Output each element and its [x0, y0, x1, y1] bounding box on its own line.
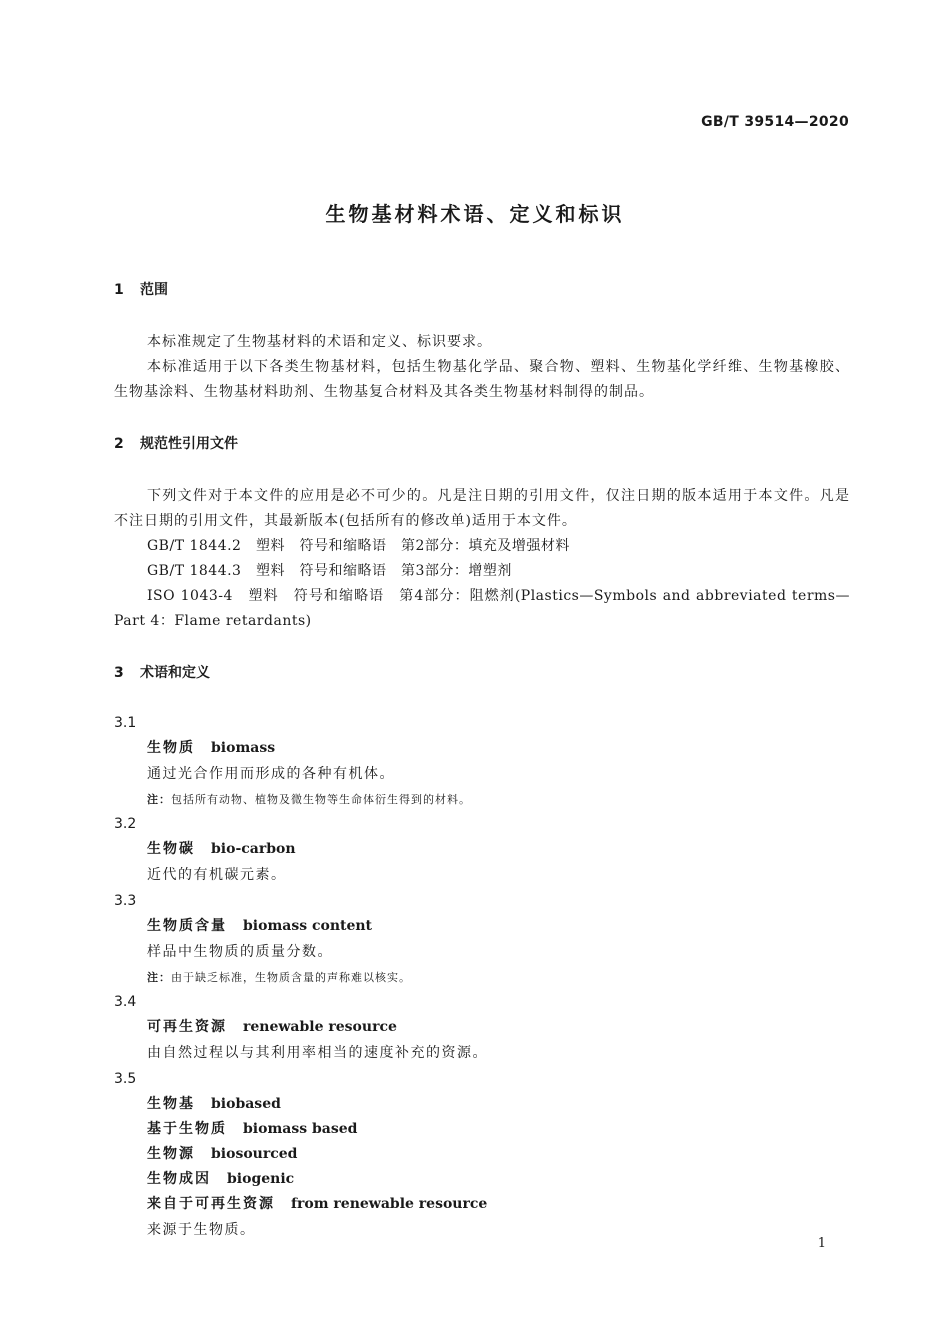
term-chinese: 来自于可再生资源	[147, 1196, 275, 1212]
term-chinese: 生物成因	[147, 1171, 211, 1187]
standard-number: GB/T 39514—2020	[701, 114, 849, 130]
term-english: biogenic	[227, 1171, 295, 1187]
term-english: biomass	[211, 740, 276, 756]
term-definition: 来源于生物质。	[147, 1222, 256, 1238]
reference-item: GB/T 1844.2 塑料 符号和缩略语 第2部分：填充及增强材料	[147, 538, 570, 554]
term-note	[114, 788, 850, 812]
term-name	[114, 1167, 850, 1192]
term-chinese: 生物质	[147, 740, 195, 756]
scope-paragraph: 本标准规定了生物基材料的术语和定义、标识要求。	[147, 334, 492, 350]
term-name	[114, 1015, 850, 1040]
term-chinese: 生物质含量	[147, 918, 227, 934]
section-number: 1	[114, 282, 124, 298]
normative-intro-paragraph: 下列文件对于本文件的应用是必不可少的。凡是注日期的引用文件，仅注日期的版本适用于本文件。凡是不注日期的引用文件，其最新版本(包括所有的修改单)适用于本文件。	[114, 488, 850, 529]
term-definition: 由自然过程以与其利用率相当的速度补充的资源。	[147, 1045, 488, 1061]
term-number: 3.3	[114, 893, 137, 909]
section-title: 范围	[140, 282, 168, 298]
term-entry	[114, 990, 850, 1067]
term-note	[114, 966, 850, 990]
term-chinese: 生物源	[147, 1146, 195, 1162]
document-body	[114, 278, 850, 1244]
term-name	[114, 736, 850, 761]
scope-paragraph: 本标准适用于以下各类生物基材料，包括生物基化学品、聚合物、塑料、生物基化学纤维、生物基橡胶、生物基涂料、生物基材料助剂、生物基复合材料及其各类生物基材料制得的制品。	[114, 359, 850, 400]
term-name	[114, 1192, 850, 1217]
term-name	[114, 914, 850, 939]
note-label: 注：	[147, 793, 171, 806]
term-name	[114, 837, 850, 862]
note-text: 由于缺乏标准，生物质含量的声称难以核实。	[171, 971, 411, 984]
term-english: bio-carbon	[211, 841, 296, 857]
term-chinese: 基于生物质	[147, 1121, 227, 1137]
section-heading-terms-definitions	[114, 661, 850, 686]
term-entry	[114, 711, 850, 812]
term-entry	[114, 1067, 850, 1244]
term-definition: 通过光合作用而形成的各种有机体。	[147, 766, 395, 782]
reference-item: ISO 1043-4 塑料 符号和缩略语 第4部分：阻燃剂(Plastics—Symbols and abbreviated terms—Part 4：Flame retardants)	[114, 588, 850, 629]
term-entry	[114, 812, 850, 889]
term-entry	[114, 889, 850, 990]
term-chinese: 可再生资源	[147, 1019, 227, 1035]
term-chinese: 生物碳	[147, 841, 195, 857]
page-number: 1	[817, 1236, 826, 1251]
term-name	[114, 1117, 850, 1142]
term-number: 3.4	[114, 994, 137, 1010]
term-english: biomass based	[243, 1121, 358, 1137]
note-label: 注：	[147, 971, 171, 984]
term-definition: 样品中生物质的质量分数。	[147, 944, 333, 960]
term-number: 3.1	[114, 715, 137, 731]
term-number: 3.5	[114, 1071, 137, 1087]
reference-item: GB/T 1844.3 塑料 符号和缩略语 第3部分：增塑剂	[147, 563, 512, 579]
term-definition: 近代的有机碳元素。	[147, 867, 287, 883]
term-english: renewable resource	[243, 1019, 397, 1035]
term-chinese: 生物基	[147, 1096, 195, 1112]
term-name	[114, 1142, 850, 1167]
note-text: 包括所有动物、植物及微生物等生命体衍生得到的材料。	[171, 793, 471, 806]
term-english: biobased	[211, 1096, 281, 1112]
section-title: 规范性引用文件	[140, 436, 238, 452]
document-title: 生物基材料术语、定义和标识	[325, 202, 625, 226]
term-english: biosourced	[211, 1146, 298, 1162]
section-heading-normative-references	[114, 432, 850, 457]
section-number: 2	[114, 436, 124, 452]
section-heading-scope	[114, 278, 850, 303]
section-number: 3	[114, 665, 124, 681]
term-english: from renewable resource	[291, 1196, 488, 1212]
section-title: 术语和定义	[140, 665, 210, 681]
term-name	[114, 1092, 850, 1117]
term-number: 3.2	[114, 816, 137, 832]
term-english: biomass content	[243, 918, 373, 934]
